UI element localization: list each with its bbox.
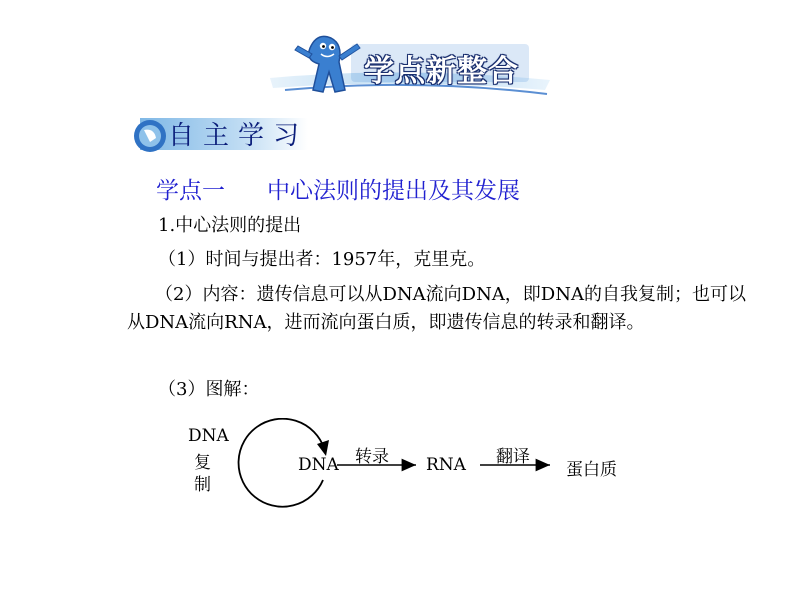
node-protein: 蛋白质	[566, 460, 617, 480]
transcription-label: 转录	[355, 447, 389, 467]
replication-arrowhead	[317, 440, 329, 456]
item-1-3: （3）图解：	[158, 379, 260, 400]
point-topic: 中心法则的提出及其发展	[267, 178, 520, 204]
item-1-2: （2）内容：遗传信息可以从DNA流向DNA，即DNA的自我复制；也可以从DNA流向RNA，进而流向蛋白质，即遗传信息的转录和翻译。	[127, 284, 746, 333]
item-1-1: （1）时间与提出者：1957年，克里克。	[158, 249, 486, 270]
translation-label: 翻译	[496, 447, 530, 467]
section-label: 自主学习	[168, 121, 309, 151]
node-rna: RNA	[426, 455, 466, 475]
replication-label-zhi: 制	[194, 475, 211, 495]
item-1-2-wrapper	[127, 281, 757, 337]
item-1: 1.中心法则的提出	[158, 215, 302, 236]
replication-label-dna: DNA	[188, 426, 229, 446]
replication-label-fu: 复	[194, 453, 211, 473]
central-dogma-diagram	[180, 418, 660, 528]
point-heading	[156, 172, 520, 205]
point-label: 学点一	[156, 178, 225, 204]
banner-title: 学点新整合	[364, 54, 519, 89]
section-marker-icon	[134, 120, 166, 152]
node-dna: DNA	[298, 455, 339, 475]
